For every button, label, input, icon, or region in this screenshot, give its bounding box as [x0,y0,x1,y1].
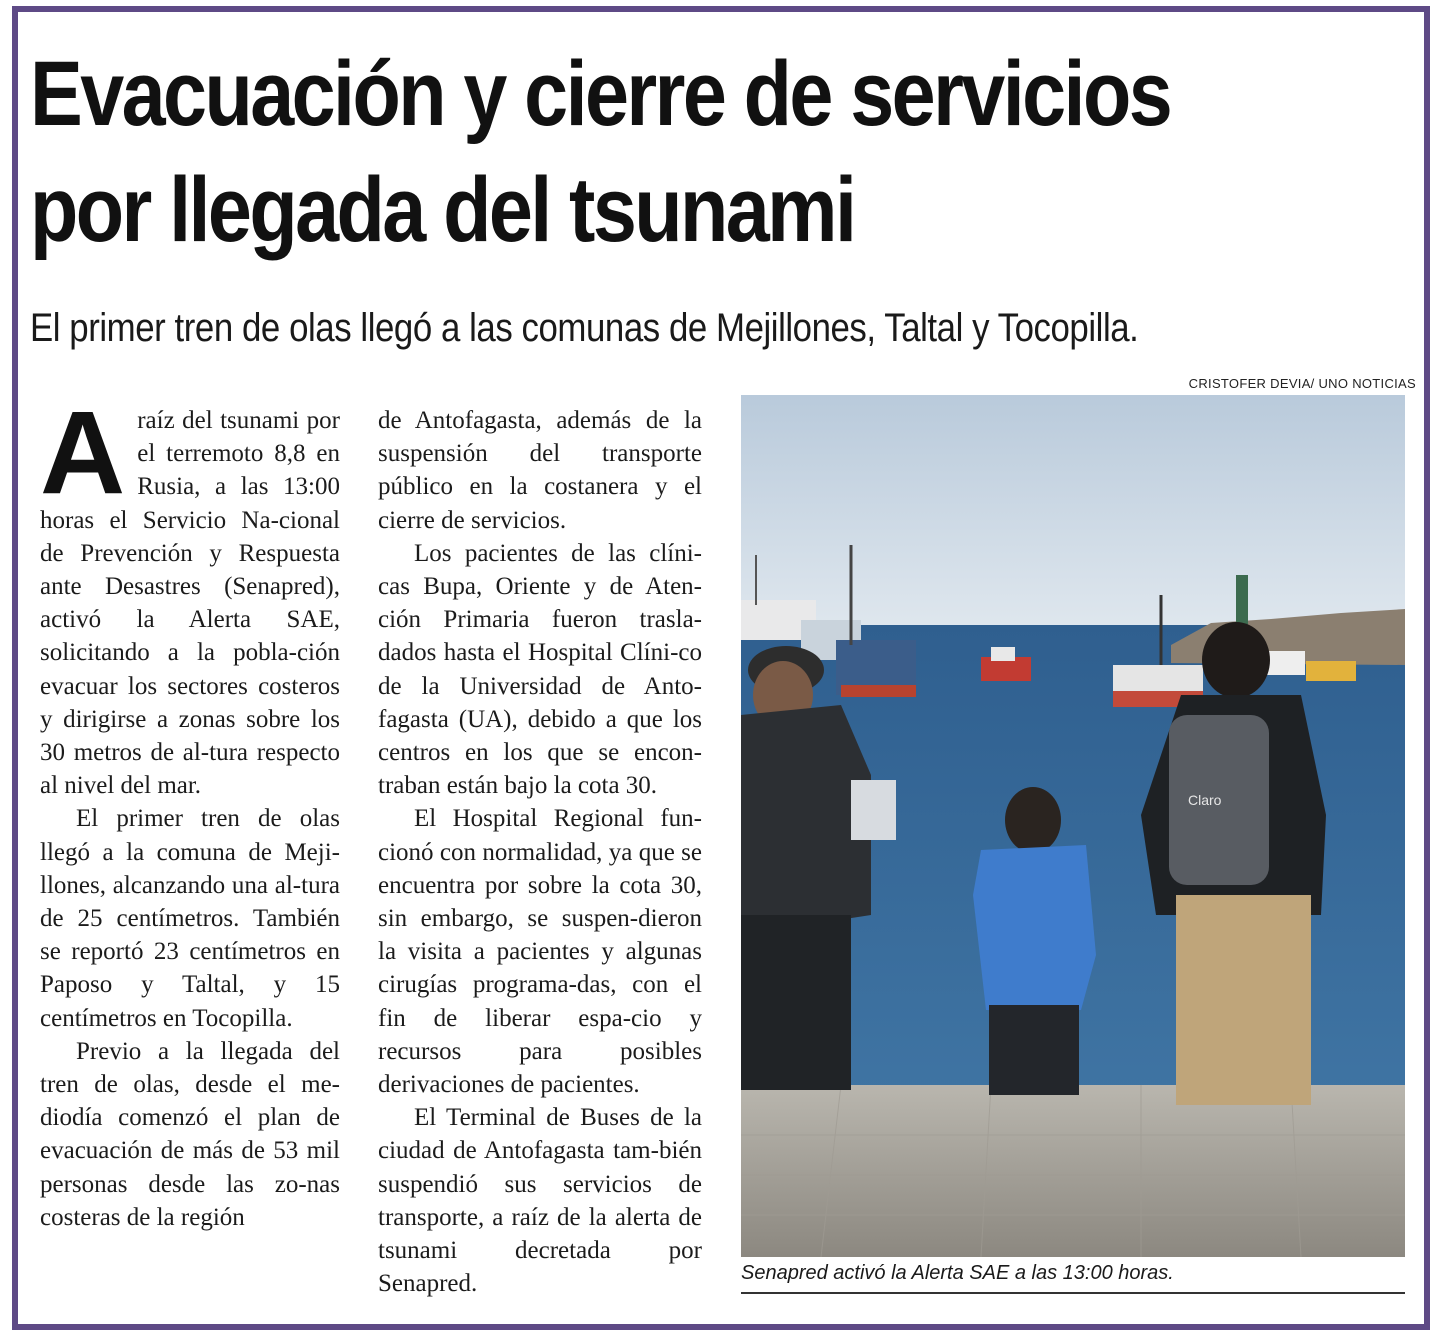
pier [741,1085,1405,1257]
paragraph-2: El primer tren de olas llegó a la comuna de Meji-llones, alcanzando una al-tura de 25 centímetros. También se reportó 23 centímetros en Paposo y Taltal, y 15 centímetros en Tocopilla. [40,805,340,1032]
paragraph-1 [40,387,340,802]
paragraph-6: El Hospital Regional fun-cionó con normalidad, ya que se encuentra por sobre la cota 30, sin embargo, se suspen-dieron la visita a pacientes y algunas cirugías programa-das, con el fin de liberar espa-cio y recursos para posibles derivaciones de pacientes. [378,805,702,1099]
drop-cap: A [40,387,126,519]
paragraph-1-text: raíz del tsunami por el terremoto 8,8 en Rusia, a las 13:00 horas el Servicio Na-cional de Prevención y Respuesta ante Desastres (Senapred), activó la Alerta SAE, solicitando a la pobla-ción evacuar los sectores costeros y dirigirse a zonas sobre los 30 metros de al-tura respecto al nivel del mar. [40,407,340,800]
photo-caption: Senapred activó la Alerta SAE a las 13:00 horas. [741,1262,1174,1284]
sky [741,395,1405,630]
headline-line-2: por llegada del tsunami [30,159,855,261]
paragraph-4: de Antofagasta, además de la suspensión del transporte público en la costanera y el cierre de servicios. [378,407,702,534]
harbor-scene-illustration [741,395,1405,1257]
article-column-1 [40,387,340,1234]
paragraph-3: Previo a la llegada del tren de olas, desde el me-diodía comenzó el plan de evacuación de más de 53 mil personas desde las zo-nas costeras de la región [40,1037,340,1231]
article-column-2 [378,404,702,1300]
photo-credit: CRISTOFER DEVIA/ UNO NOTICIAS [1188,376,1416,391]
news-photo [741,395,1405,1257]
backpack-logo: Claro [1188,792,1222,808]
headline [30,36,1208,268]
paragraph-7: El Terminal de Buses de la ciudad de Antofagasta tam-bién suspendió sus servicios de transporte, a raíz de la alerta de tsunami decretada por Senapred. [378,1104,702,1298]
lighthouse [1236,575,1248,625]
subheadline: El primer tren de olas llegó a las comunas de Mejillones, Taltal y Tocopilla. [30,306,1139,350]
headline-line-1: Evacuación y cierre de servicios [30,43,1171,145]
paragraph-5: Los pacientes de las clíni-cas Bupa, Oriente y de Aten-ción Primaria fueron trasla-dados hasta el Hospital Clíni-co de la Universidad de Anto-fagasta (UA), debido a que los centros en los que se encon-traban están bajo la cota 30. [378,539,702,800]
caption-rule [741,1292,1405,1294]
